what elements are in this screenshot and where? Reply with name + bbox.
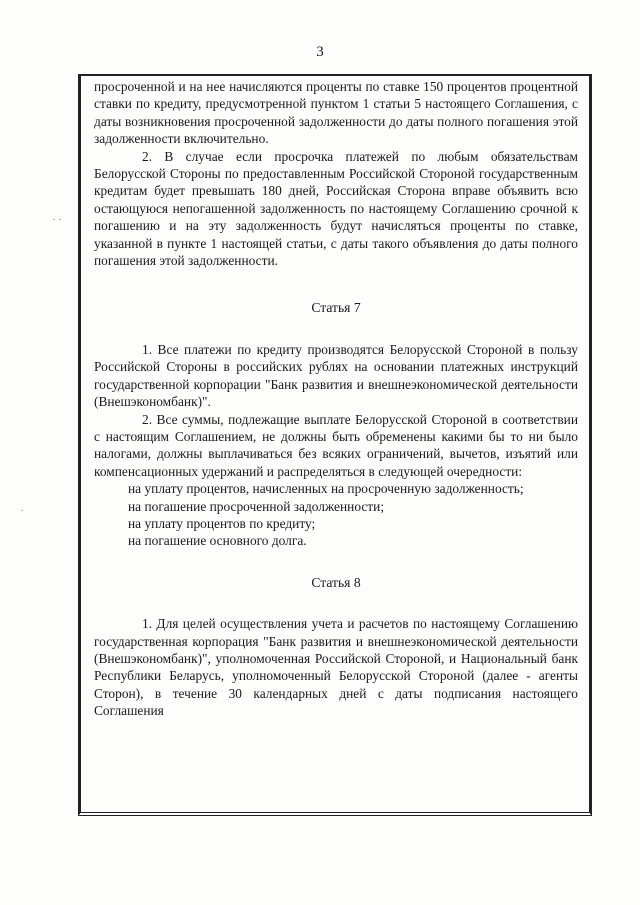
paragraph: 2. Все суммы, подлежащие выплате Белорусской Стороной в соответствии с настоящим Соглашением, не должны быть обременены какими бы то ни было налогами, должны выплачиваться без всяких ограничений, вычетов, изъятий или компенсационных удержаний и распределяться в следующей очередности:	[94, 411, 578, 479]
list-item: на погашение просроченной задолженности;	[128, 498, 385, 514]
paragraph: 1. Для целей осуществления учета и расчетов по настоящему Соглашению государственная корпорация "Банк развития и внешнеэкономической деятельности (Внешэкономбанк)", уполномоченная Российской Стороной, и Национальный банк Республики Беларусь, уполномоченный Белорусской Стороной (далее - агенты Сторон), в течение 30 календарных дней с даты подписания настоящего Соглашения	[94, 616, 578, 719]
margin-mark: · ·	[52, 214, 63, 226]
list-item: на погашение основного долга.	[128, 533, 307, 549]
margin-mark: ·	[20, 505, 24, 517]
paragraph: 1. Все платежи по кредиту производятся Белорусской Стороной в пользу Российской Стороны в российских рублях на основании платежных инструкций государственной корпорации "Банк развития и внешнеэкономической деятельности (Внешэкономбанк)".	[94, 341, 578, 410]
list-item: на уплату процентов, начисленных на просроченную задолженность;	[128, 481, 524, 497]
document-body	[94, 78, 578, 720]
paragraph: просроченной и на нее начисляются проценты по ставке 150 процентов процентной ставки по кредиту, предусмотренной пунктом 1 статьи 5 настоящего Соглашения, с даты возникновения просроченной задолженности до даты полного погашения этой задолженности включительно.	[94, 79, 578, 147]
article-heading: Статья 7	[311, 300, 361, 316]
list-item: на уплату процентов по кредиту;	[128, 515, 316, 531]
paragraph: 2. В случае если просрочка платежей по любым обязательствам Белорусской Стороны по предоставленным Российской Стороной государственным кредитам будет превышать 180 дней, Российская Сторона вправе объявить всю остающуюся непогашенной задолженность по настоящему Соглашению срочной к погашению и на эту задолженность будут начисляться проценты по ставке, указанной в пункте 1 настоящей статьи, с даты такого объявления до даты полного погашения этой задолженности.	[94, 148, 578, 269]
article-heading: Статья 8	[311, 574, 361, 590]
page-number: 3	[316, 44, 324, 60]
